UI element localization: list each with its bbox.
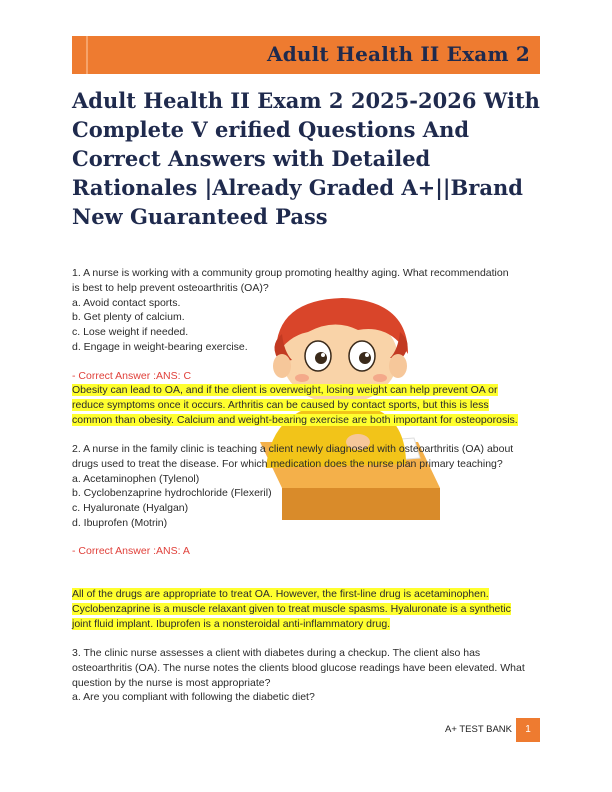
answer-option: c. Lose weight if needed. xyxy=(72,326,189,339)
answer-option: a. Avoid contact sports. xyxy=(72,296,181,309)
question-2 xyxy=(72,442,544,531)
header-bar xyxy=(72,36,540,74)
question-stem-line: drugs used to treat the disease. For which medication does the nurse plan primary teaching? xyxy=(72,457,503,470)
title-line: Correct Answers with Detailed xyxy=(72,146,431,171)
title-line: New Guaranteed Pass xyxy=(72,204,328,229)
question-stem-line: 2. A nurse in the family clinic is teaching a client newly diagnosed with osteoarthritis (OA) about xyxy=(72,443,514,455)
title-line: Complete V erified Questions And xyxy=(72,117,470,142)
rationale-line: common than obesity. Calcium and weight-bearing exercise are both important for osteoporosis. xyxy=(72,413,518,426)
page-number: 1 xyxy=(516,718,540,742)
footer-label: A+ TEST BANK xyxy=(445,724,512,735)
answer-option: d. Ibuprofen (Motrin) xyxy=(72,516,168,529)
correct-answer-1: - Correct Answer :ANS: C xyxy=(72,370,192,382)
question-stem-line: 1. A nurse is working with a community group promoting healthy aging. What recommendation xyxy=(72,267,509,279)
answer-option: d. Engage in weight-bearing exercise. xyxy=(72,340,248,353)
question-stem-line: 3. The clinic nurse assesses a client with diabetes during a checkup. The client also has xyxy=(72,647,481,659)
rationale-2 xyxy=(72,587,544,631)
answer-option: b. Cyclobenzaprine hydrochloride (Flexeril) xyxy=(72,487,272,500)
title-line: Rationales |Already Graded A+||Brand xyxy=(72,175,523,200)
question-stem-line: question by the nurse is most appropriate? xyxy=(72,676,271,689)
question-1 xyxy=(72,266,544,355)
answer-option: a. Are you compliant with following the diabetic diet? xyxy=(72,691,315,704)
correct-answer-2: - Correct Answer :ANS: A xyxy=(72,545,190,557)
title-line: Adult Health II Exam 2 2025-2026 With xyxy=(72,88,540,113)
rationale-1 xyxy=(72,383,544,427)
rationale-line: Cyclobenzaprine is a muscle relaxant given to treat muscle spasms. Hyaluronate is a synthetic xyxy=(72,602,511,615)
header-title: Adult Health II Exam 2 xyxy=(266,42,530,66)
question-stem-line: osteoarthritis (OA). The nurse notes the clients blood glucose readings have been elevated. What xyxy=(72,661,525,674)
header-accent-line xyxy=(86,36,88,74)
document-title xyxy=(72,86,542,231)
rationale-line: reduce symptoms once it occurs. Arthritis can be caused by contact sports, but this is less xyxy=(72,398,489,411)
question-stem-line: is best to help prevent osteoarthritis (OA)? xyxy=(72,281,269,294)
question-3 xyxy=(72,646,544,705)
rationale-line: joint fluid implant. Ibuprofen is a nonsteroidal anti-inflammatory drug. xyxy=(72,617,391,630)
rationale-line: Obesity can lead to OA, and if the client is overweight, losing weight can help prevent OA or xyxy=(72,384,498,396)
answer-option: a. Acetaminophen (Tylenol) xyxy=(72,472,200,485)
rationale-line: All of the drugs are appropriate to treat OA. However, the first-line drug is acetaminophen. xyxy=(72,588,489,600)
answer-option: b. Get plenty of calcium. xyxy=(72,311,185,324)
answer-option: c. Hyaluronate (Hyalgan) xyxy=(72,502,189,515)
